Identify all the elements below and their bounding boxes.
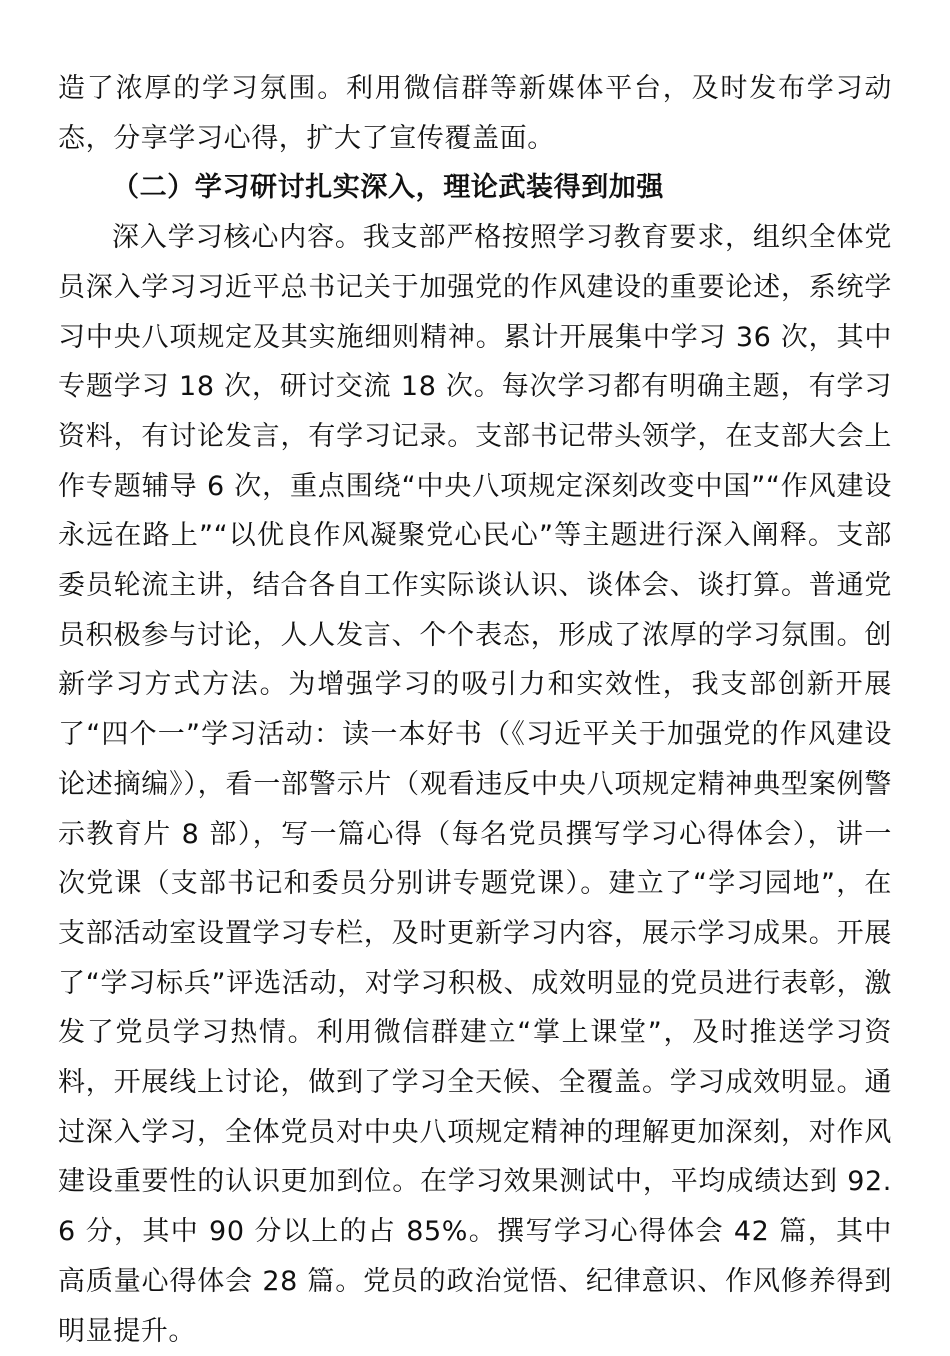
paragraph-continuation: 造了浓厚的学习氛围。利用微信群等新媒体平台，及时发布学习动态，分享学习心得，扩大了宣传覆盖面。 (58, 73, 892, 154)
document-page (58, 64, 892, 1356)
paragraph-body: 深入学习核心内容。我支部严格按照学习教育要求，组织全体党员深入学习习近平总书记关于加强党的作风建设的重要论述，系统学习中央八项规定及其实施细则精神。累计开展集中学习 36 次，其中专题学习 18 次，研讨交流 18 次。每次学习都有明确主题，有学习资料，有讨论发言，有学习记录。支部书记带头领学，在支部大会上作专题辅导 6 次，重点围绕“中央八项规定深刻改变中国”“作风建设永远在路上”“以优良作风凝聚党心民心”等主题进行深入阐释。支部委员轮流主讲，结合各自工作实际谈认识、谈体会、谈打算。普通党员积极参与讨论，人人发言、个个表态，形成了浓厚的学习氛围。创新学习方式方法。为增强学习的吸引力和实效性，我支部创新开展了“四个一”学习活动：读一本好书（《习近平关于加强党的作风建设论述摘编》），看一部警示片（观看违反中央八项规定精神典型案例警示教育片 8 部），写一篇心得（每名党员撰写学习心得体会），讲一次党课（支部书记和委员分别讲专题党课）。建立了“学习园地”，在支部活动室设置学习专栏，及时更新学习内容，展示学习成果。开展了“学习标兵”评选活动，对学习积极、成效明显的党员进行表彰，激发了党员学习热情。利用微信群建立“掌上课堂”，及时推送学习资料，开展线上讨论，做到了学习全天候、全覆盖。学习成效明显。通过深入学习，全体党员对中央八项规定精神的理解更加深刻，对作风建设重要性的认识更加到位。在学习效果测试中，平均成绩达到 92.6 分，其中 90 分以上的占 85%。撰写学习心得体会 42 篇，其中高质量心得体会 28 篇。党员的政治觉悟、纪律意识、作风修养得到明显提升。 (58, 222, 892, 1347)
section-heading: （二）学习研讨扎实深入，理论武装得到加强 (112, 172, 664, 204)
